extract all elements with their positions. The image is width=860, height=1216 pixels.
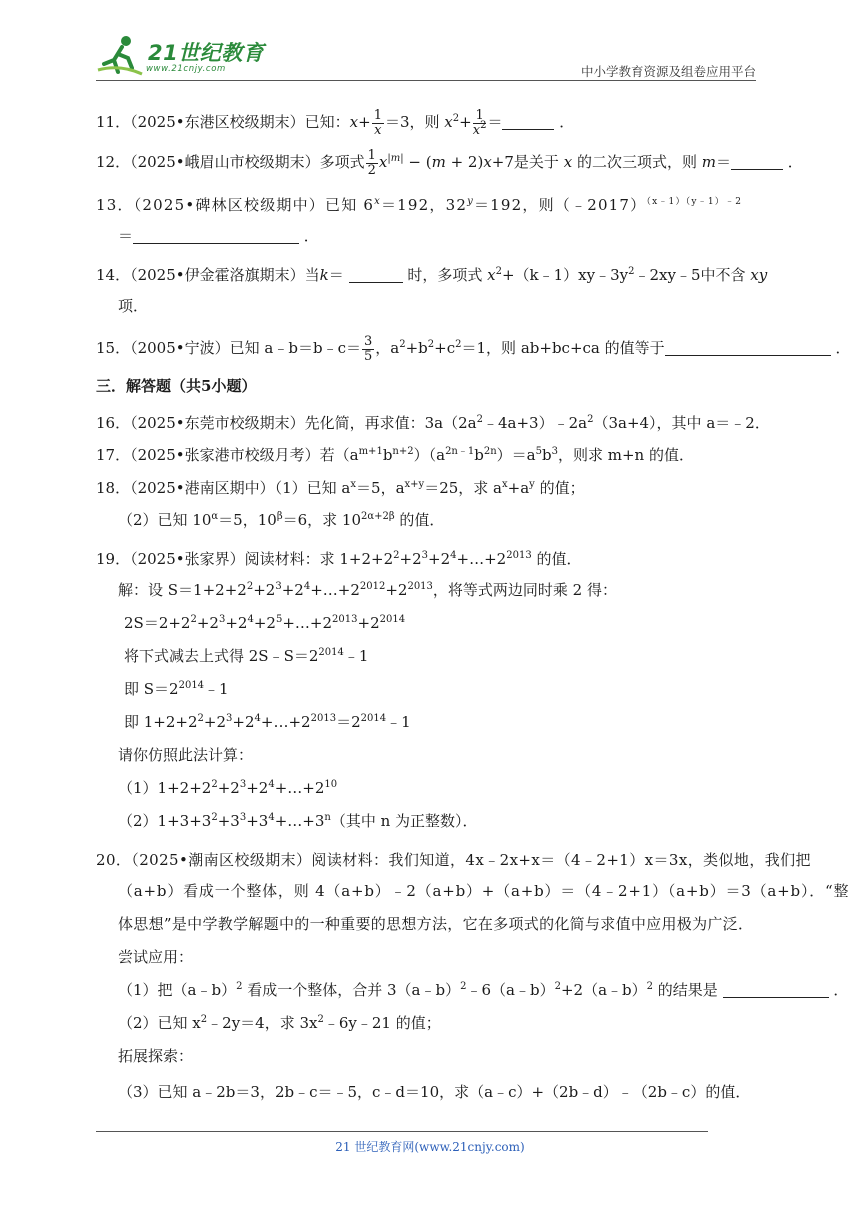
question-number: 17． — [96, 446, 131, 464]
question-source: （2025•东港区校级期末） — [130, 113, 305, 131]
question-number: 19． — [96, 550, 131, 568]
question-number: 13． — [96, 196, 134, 214]
answer-blank — [502, 113, 554, 130]
question-source: （2025•伊金霍洛旗期末） — [130, 266, 305, 284]
q20-line-5: （1）把（a﹣b）$^2$ 看成一个整体，合并 3（a﹣b）$^2$﹣6（a﹣b）$^2$+2（a﹣b）$^2$ 的结果是 ． — [118, 981, 849, 999]
question-source: （2025•峨眉山市校级期末） — [130, 153, 320, 171]
section-heading: 三．解答题（共5小题） — [96, 377, 257, 395]
logo-url: www.21cnjy.com — [146, 64, 226, 74]
footer-divider — [96, 1131, 708, 1132]
question-number: 12． — [96, 153, 131, 171]
q19-part-1: $(1)1+2+2^2+2^3+2^4+\dots+2^{10}$ — [118, 779, 338, 797]
question-source: （2025•碑林区校级期中） — [133, 196, 326, 214]
question-18-part2: （2）已知 $10^\alpha=5$，$10^\beta=6$，求 $10^{2\alpha+2\beta}$ 的值． — [118, 511, 445, 529]
question-13-cont: ＝ ． — [118, 227, 319, 245]
question-source: （2025•张家港市校级月考） — [130, 446, 320, 464]
q19-line-4: 即 $S=2^{2014}﹣1$ — [124, 680, 229, 698]
q19-line-2: $2S=2+2^2+2^3+2^4+2^5+\dots+2^{2013}+2^{2014}$ — [124, 614, 406, 632]
question-source: （2025•张家界） — [130, 550, 245, 568]
question-source: （2025•东莞市校级期末） — [130, 414, 305, 432]
answer-blank — [665, 339, 831, 356]
answer-blank — [349, 266, 403, 283]
logo-text: 21世纪教育 — [148, 41, 265, 65]
question-number: 14． — [96, 266, 131, 284]
q20-line-8: （3）已知 a﹣2b＝3，2b﹣c＝﹣5，c﹣d＝10，求（a﹣c）+（2b﹣d）﹣（2b﹣c）的值． — [118, 1083, 751, 1101]
question-source: （2005•宁波） — [130, 339, 230, 357]
question-11: 11．（2025•东港区校级期末）已知：x+ $\frac{1}{x}$ ＝3，则 $x^2+$ $\frac{1}{x^2}$ ＝ ． — [96, 107, 575, 138]
question-number: 18． — [96, 479, 131, 497]
platform-name: 中小学教育资源及组卷应用平台 — [580, 64, 756, 79]
answer-blank — [133, 227, 299, 244]
question-17: 17．（2025•张家港市校级月考）若$(a^{m+1}b^{n+2})(a^{2n﹣1}b^{2n})=a^5b^3$，则求 m+n 的值． — [96, 446, 694, 464]
question-source: （2025•港南区期中） — [130, 479, 275, 497]
q20-line-2: （a+b）看成一个整体，则 4（a+b）﹣2（a+b）+（a+b）＝（4﹣2+1）（a+b）＝3（a+b）．“整 — [118, 882, 850, 900]
q19-line-3: 将下式减去上式得 $2S﹣S=2^{2014}﹣1$ — [124, 647, 369, 665]
q19-line-5: 即 $1+2+2^2+2^3+2^4+\dots+2^{2013}=2^{2014}﹣1$ — [124, 713, 411, 731]
q19-line-1: 解：设 $S=1+2+2^2+2^3+2^4+\dots+2^{2012}+2^{2013}$，将等式两边同时乘 2 得： — [118, 581, 617, 599]
q20-line-6: （2）已知 $x^2﹣2y=4$，求 $3x^2﹣6y﹣21$ 的值； — [118, 1014, 441, 1032]
question-19: 19．（2025•张家界）阅读材料：求 $1+2+2^2+2^3+2^4+\dots+2^{2013}$ 的值． — [96, 550, 582, 568]
question-18: 18．（2025•港南区期中）（1）已知 $a^x=5$，$a^{x+y}=25$，求 $a^x+a^y$ 的值； — [96, 479, 585, 497]
footer-link[interactable]: 21 世纪教育网(www.21cnjy.com) — [335, 1140, 525, 1154]
logo — [96, 34, 266, 80]
question-source: （2025•潮南区校级期末） — [131, 851, 312, 869]
q20-line-3: 体思想”是中学教学解题中的一种重要的思想方法，它在多项式的化简与求值中应用极为广泛． — [118, 915, 754, 933]
question-16: 16．（2025•东莞市校级期末）先化简，再求值：$3a(2a^2﹣4a+3)﹣2a^2(3a+4)$，其中 a＝﹣2． — [96, 414, 770, 432]
question-14-cont: 项． — [118, 297, 149, 315]
question-14: 14．（2025•伊金霍洛旗期末）当k＝ 时，多项式 $x^2+(k﹣1)xy﹣3y^2﹣2xy﹣5$中不含 xy — [96, 266, 768, 284]
q19-line-6: 请你仿照此法计算： — [118, 746, 254, 764]
runner-logo-icon — [96, 34, 144, 78]
q20-line-7: 拓展探索： — [118, 1047, 194, 1065]
header-divider — [96, 80, 756, 81]
question-20: 20．（2025•潮南区校级期末）阅读材料：我们知道，4x﹣2x+x＝（4﹣2+1）x＝3x，类似地，我们把 — [96, 851, 811, 869]
question-12: 12．（2025•峨眉山市校级期末）多项式 $\frac{1}{2}$ $x^{|m|} - (m + 2)x+7$是关于 x 的二次三项式，则 m＝ ． — [96, 147, 803, 178]
question-number: 11． — [96, 113, 131, 131]
question-number: 16． — [96, 414, 131, 432]
question-15: 15．（2005•宁波）已知 a﹣b＝b﹣c＝ $\frac{3}{5}$ ，$a^2+b^2+c^2=1$，则 ab+bc+ca 的值等于 ． — [96, 333, 851, 364]
question-number: 20． — [96, 851, 132, 869]
question-13: 13．（2025•碑林区校级期中）已知 $6^x=192$，$32^y=192$，则（﹣2017）$^{(x﹣1)(y﹣1)﹣2}$ — [96, 196, 743, 214]
answer-blank — [723, 981, 829, 998]
q19-part-2: $(2)1+3+3^2+3^3+3^4+\dots+3^n$（其中 n 为正整数）． — [118, 812, 478, 830]
answer-blank — [731, 153, 783, 170]
question-number: 15． — [96, 339, 131, 357]
q20-line-4: 尝试应用： — [118, 948, 194, 966]
page-header — [0, 0, 860, 82]
